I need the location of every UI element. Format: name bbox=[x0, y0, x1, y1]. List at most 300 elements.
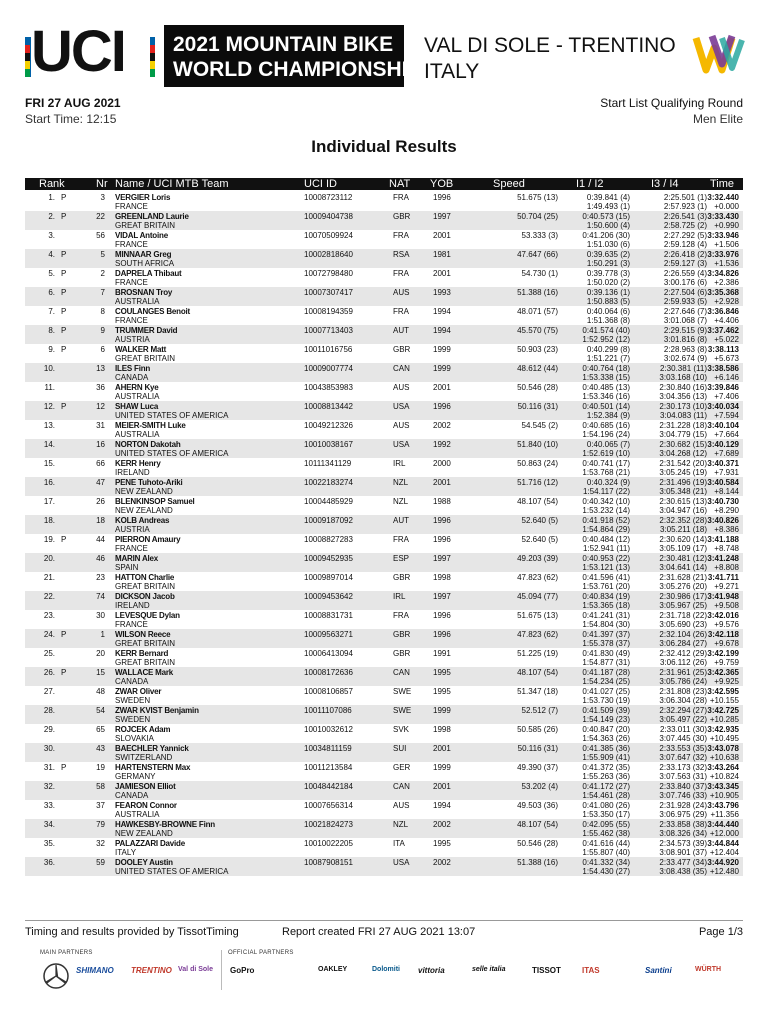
cell-speed: 51.675 (13) bbox=[517, 611, 558, 620]
cell-rider-name: VIDAL Antoine bbox=[115, 231, 168, 240]
table-row bbox=[25, 724, 743, 743]
cell-qualifier: P bbox=[61, 250, 67, 259]
cell-qualifier: P bbox=[61, 535, 67, 544]
cell-speed: 51.716 (12) bbox=[517, 478, 558, 487]
table-row bbox=[25, 667, 743, 686]
cell-yob: 1995 bbox=[433, 687, 451, 696]
cell-nat: AUS bbox=[393, 801, 410, 810]
partner-logo-trentino: TRENTINO bbox=[131, 966, 172, 975]
partner-logo-wurth: WÜRTH bbox=[695, 966, 722, 973]
partner-logo-selleitalia: selle italia bbox=[472, 966, 506, 973]
cell-i1: 0:42.095 (55) bbox=[582, 820, 630, 829]
cell-rider-name: COULANGES Benoit bbox=[115, 307, 191, 316]
cell-i2: 1:55.909 (41) bbox=[582, 753, 630, 762]
cell-i3: 2:30.986 (17) bbox=[659, 592, 707, 601]
cell-speed: 52.512 (7) bbox=[521, 706, 558, 715]
cell-rider-country: FRANCE bbox=[115, 202, 148, 211]
cell-time: 3:42.595 bbox=[707, 687, 739, 696]
cell-time: 3:44.844 bbox=[707, 839, 739, 848]
cell-nat: NZL bbox=[393, 478, 409, 487]
cell-nat: AUS bbox=[393, 383, 410, 392]
cell-uci-id: 10010022205 bbox=[304, 839, 353, 848]
championship-title-line1: 2021 MOUNTAIN BIKE bbox=[173, 33, 394, 56]
cell-gap: +6.146 bbox=[714, 373, 739, 382]
cell-i1: 0:41.332 (34) bbox=[582, 858, 630, 867]
cell-yob: 1996 bbox=[433, 402, 451, 411]
cell-nat: USA bbox=[393, 402, 410, 411]
cell-nat: FRA bbox=[393, 611, 409, 620]
timing-credit: Timing and results provided by TissotTiming bbox=[25, 926, 239, 938]
cell-gap: +9.759 bbox=[714, 658, 739, 667]
cell-rank: 26. bbox=[43, 668, 55, 677]
cell-rider-name: MINNAAR Greg bbox=[115, 250, 172, 259]
cell-rider-country: GREAT BRITAIN bbox=[115, 354, 176, 363]
cell-i2: 1:53.761 (20) bbox=[582, 582, 630, 591]
cell-yob: 2001 bbox=[433, 744, 451, 753]
cell-rider-country: ITALY bbox=[115, 848, 137, 857]
cell-i1: 0:40.685 (16) bbox=[582, 421, 630, 430]
cell-yob: 1994 bbox=[433, 801, 451, 810]
cell-speed: 45.570 (75) bbox=[517, 326, 558, 335]
cell-gap: +8.290 bbox=[714, 506, 739, 515]
venue-country: ITALY bbox=[424, 60, 480, 83]
cell-uci-id: 10009187092 bbox=[304, 516, 353, 525]
cell-bib-number: 79 bbox=[96, 820, 105, 829]
cell-i1: 0:40.065 (7) bbox=[586, 440, 630, 449]
table-row bbox=[25, 496, 743, 515]
cell-i2: 1:50.291 (3) bbox=[586, 259, 630, 268]
cell-gap: +9.271 bbox=[714, 582, 739, 591]
cell-rider-country: CANADA bbox=[115, 677, 149, 686]
cell-qualifier: P bbox=[61, 212, 67, 221]
cell-i1: 0:41.509 (39) bbox=[582, 706, 630, 715]
uci-rainbow-stripes-left bbox=[25, 37, 30, 77]
cell-rank: 6. bbox=[48, 288, 55, 297]
cell-i3: 2:33.477 (34) bbox=[659, 858, 707, 867]
cell-rank: 8. bbox=[48, 326, 55, 335]
cell-time: 3:44.440 bbox=[707, 820, 739, 829]
cell-gap: +7.931 bbox=[714, 468, 739, 477]
cell-i4: 3:05.786 (24) bbox=[659, 677, 707, 686]
cell-bib-number: 26 bbox=[96, 497, 105, 506]
cell-bib-number: 43 bbox=[96, 744, 105, 753]
cell-rider-name: BROSNAN Troy bbox=[115, 288, 173, 297]
cell-uci-id: 10008172636 bbox=[304, 668, 353, 677]
cell-speed: 48.107 (54) bbox=[517, 497, 558, 506]
footer-divider bbox=[25, 920, 743, 921]
cell-rank: 12. bbox=[43, 402, 55, 411]
cell-time: 3:41.711 bbox=[707, 573, 739, 582]
cell-i2: 1:53.768 (21) bbox=[582, 468, 630, 477]
cell-uci-id: 10009404738 bbox=[304, 212, 353, 221]
table-row bbox=[25, 249, 743, 268]
cell-speed: 51.675 (13) bbox=[517, 193, 558, 202]
cell-i3: 2:33.173 (32) bbox=[659, 763, 707, 772]
cell-speed: 52.640 (5) bbox=[521, 516, 558, 525]
cell-i4: 3:05.211 (18) bbox=[660, 525, 707, 534]
cell-rank: 33. bbox=[43, 801, 55, 810]
cell-nat: GBR bbox=[393, 630, 411, 639]
cell-i4: 3:05.276 (20) bbox=[659, 582, 707, 591]
results-table-header bbox=[25, 178, 743, 190]
cell-i1: 0:40.573 (15) bbox=[582, 212, 630, 221]
cell-i1: 0:39.136 (1) bbox=[586, 288, 630, 297]
cell-rank: 30. bbox=[43, 744, 55, 753]
cell-qualifier: P bbox=[61, 193, 67, 202]
cell-i4: 3:05.109 (17) bbox=[659, 544, 707, 553]
cell-yob: 1993 bbox=[433, 288, 451, 297]
cell-rider-country: GREAT BRITAIN bbox=[115, 639, 176, 648]
cell-gap: +1.536 bbox=[714, 259, 739, 268]
cell-yob: 1996 bbox=[433, 630, 451, 639]
cell-speed: 50.116 (31) bbox=[517, 402, 558, 411]
cell-yob: 1991 bbox=[433, 649, 451, 658]
cell-gap: +2.928 bbox=[714, 297, 739, 306]
cell-speed: 47.647 (66) bbox=[517, 250, 558, 259]
cell-i3: 2:34.573 (39) bbox=[659, 839, 707, 848]
cell-uci-id: 10008827283 bbox=[304, 535, 353, 544]
cell-qualifier: P bbox=[61, 668, 67, 677]
cell-uci-id: 10111341129 bbox=[304, 459, 352, 468]
cell-nat: NZL bbox=[393, 820, 409, 829]
cell-rank: 21. bbox=[43, 573, 55, 582]
cell-bib-number: 23 bbox=[96, 573, 105, 582]
cell-rider-country: NEW ZEALAND bbox=[115, 487, 173, 496]
cell-time: 3:41.948 bbox=[707, 592, 739, 601]
cell-uci-id: 10010038167 bbox=[304, 440, 353, 449]
cell-gap: +8.808 bbox=[714, 563, 739, 572]
cell-i2: 1:54.430 (27) bbox=[582, 867, 630, 876]
cell-i1: 0:41.397 (37) bbox=[582, 630, 630, 639]
cell-i2: 1:54.461 (28) bbox=[582, 791, 630, 800]
cell-rank: 34. bbox=[43, 820, 55, 829]
cell-bib-number: 3 bbox=[100, 193, 105, 202]
cell-nat: CAN bbox=[393, 782, 410, 791]
cell-nat: FRA bbox=[393, 231, 409, 240]
cell-i4: 3:05.967 (25) bbox=[659, 601, 707, 610]
cell-qualifier: P bbox=[61, 402, 67, 411]
cell-nat: RSA bbox=[393, 250, 410, 259]
cell-rank: 2. bbox=[48, 212, 55, 221]
cell-bib-number: 1 bbox=[100, 630, 105, 639]
cell-i2: 1:49.493 (1) bbox=[586, 202, 630, 211]
cell-i4: 3:07.746 (33) bbox=[659, 791, 707, 800]
cell-rider-country: UNITED STATES OF AMERICA bbox=[115, 867, 229, 876]
cell-gap: +8.144 bbox=[714, 487, 739, 496]
cell-uci-id: 10072798480 bbox=[304, 269, 353, 278]
cell-time: 3:37.462 bbox=[707, 326, 739, 335]
race-date: FRI 27 AUG 2021 bbox=[25, 96, 121, 110]
cell-i2: 1:52.941 (11) bbox=[583, 544, 630, 553]
col-rank: Rank bbox=[39, 178, 65, 190]
cell-i1: 0:39.778 (3) bbox=[586, 269, 630, 278]
cell-yob: 1999 bbox=[433, 763, 451, 772]
cell-rank: 3. bbox=[48, 231, 55, 240]
cell-yob: 1995 bbox=[433, 668, 451, 677]
cell-gap: +10.905 bbox=[709, 791, 739, 800]
cell-i3: 2:28.963 (8) bbox=[663, 345, 707, 354]
cell-i2: 1:51.030 (6) bbox=[586, 240, 630, 249]
partner-logo-santini: Santini bbox=[645, 966, 672, 975]
cell-rider-country: FRANCE bbox=[115, 316, 148, 325]
cell-bib-number: 16 bbox=[96, 440, 105, 449]
cell-i2: 1:53.730 (19) bbox=[582, 696, 630, 705]
cell-uci-id: 10034811159 bbox=[304, 744, 352, 753]
cell-rider-country: IRELAND bbox=[115, 468, 150, 477]
cell-rider-country: SLOVAKIA bbox=[115, 734, 154, 743]
cell-i2: 1:51.221 (7) bbox=[586, 354, 630, 363]
cell-i1: 0:40.299 (8) bbox=[586, 345, 630, 354]
cell-uci-id: 10009453642 bbox=[304, 592, 353, 601]
cell-bib-number: 22 bbox=[96, 212, 105, 221]
cell-rank: 29. bbox=[43, 725, 55, 734]
col-i3-i4: I3 / I4 bbox=[651, 178, 679, 190]
cell-rider-name: KERR Henry bbox=[115, 459, 161, 468]
cell-uci-id: 10011016756 bbox=[304, 345, 353, 354]
cell-i4: 3:05.690 (23) bbox=[659, 620, 707, 629]
cell-rider-country: AUSTRALIA bbox=[115, 392, 160, 401]
table-row bbox=[25, 192, 743, 211]
cell-i4: 3:06.284 (27) bbox=[659, 639, 707, 648]
table-row bbox=[25, 382, 743, 401]
cell-nat: GBR bbox=[393, 573, 411, 582]
cell-i3: 2:29.515 (9) bbox=[663, 326, 707, 335]
cell-rank: 18. bbox=[43, 516, 55, 525]
cell-gap: +7.664 bbox=[714, 430, 739, 439]
cell-rank: 36. bbox=[43, 858, 55, 867]
cell-i3: 2:27.504 (6) bbox=[663, 288, 707, 297]
cell-i1: 0:41.372 (35) bbox=[582, 763, 630, 772]
cell-rider-country: IRELAND bbox=[115, 601, 150, 610]
cell-i3: 2:31.961 (25) bbox=[659, 668, 707, 677]
cell-i4: 3:04.947 (16) bbox=[659, 506, 707, 515]
cell-speed: 51.388 (16) bbox=[517, 288, 558, 297]
cell-rider-name: HATTON Charlie bbox=[115, 573, 175, 582]
table-row bbox=[25, 477, 743, 496]
cell-speed: 49.203 (39) bbox=[517, 554, 558, 563]
cell-rank: 4. bbox=[48, 250, 55, 259]
cell-i1: 0:40.834 (19) bbox=[582, 592, 630, 601]
cell-speed: 51.840 (10) bbox=[517, 440, 558, 449]
cell-i2: 1:54.864 (29) bbox=[582, 525, 630, 534]
cell-speed: 49.390 (37) bbox=[517, 763, 558, 772]
cell-bib-number: 65 bbox=[96, 725, 105, 734]
cell-speed: 51.225 (19) bbox=[517, 649, 558, 658]
cell-i2: 1:53.350 (17) bbox=[582, 810, 630, 819]
cell-yob: 1996 bbox=[433, 611, 451, 620]
cell-speed: 50.903 (23) bbox=[517, 345, 558, 354]
cell-yob: 1998 bbox=[433, 725, 451, 734]
cell-i2: 1:55.807 (40) bbox=[582, 848, 630, 857]
page-title: Individual Results bbox=[311, 137, 457, 156]
cell-rider-name: ILES Finn bbox=[115, 364, 151, 373]
cell-i2: 1:54.196 (24) bbox=[582, 430, 630, 439]
cell-i2: 1:54.804 (30) bbox=[582, 620, 630, 629]
cell-bib-number: 46 bbox=[96, 554, 105, 563]
cell-rider-country: SWEDEN bbox=[115, 696, 151, 705]
cell-yob: 2002 bbox=[433, 421, 451, 430]
cell-i4: 3:05.245 (19) bbox=[659, 468, 707, 477]
cell-i1: 0:40.953 (22) bbox=[582, 554, 630, 563]
cell-i2: 1:50.883 (5) bbox=[586, 297, 630, 306]
cell-i3: 2:30.620 (14) bbox=[659, 535, 707, 544]
cell-uci-id: 10007656314 bbox=[304, 801, 353, 810]
cell-rank: 22. bbox=[43, 592, 55, 601]
cell-i3: 2:26.559 (4) bbox=[663, 269, 707, 278]
table-row bbox=[25, 420, 743, 439]
col-speed: Speed bbox=[493, 178, 525, 190]
cell-i3: 2:31.718 (22) bbox=[659, 611, 707, 620]
cell-rank: 19. bbox=[43, 535, 55, 544]
cell-i3: 2:31.228 (18) bbox=[659, 421, 707, 430]
cell-i4: 3:07.647 (32) bbox=[659, 753, 707, 762]
cell-i4: 3:04.356 (13) bbox=[659, 392, 707, 401]
championship-banner bbox=[164, 25, 436, 87]
cell-rider-name: PENE Tuhoto-Ariki bbox=[115, 478, 183, 487]
cell-uci-id: 10049212326 bbox=[304, 421, 353, 430]
cell-rank: 7. bbox=[48, 307, 55, 316]
cell-rider-country: SOUTH AFRICA bbox=[115, 259, 175, 268]
cell-yob: 2001 bbox=[433, 383, 451, 392]
cell-rider-country: CANADA bbox=[115, 791, 149, 800]
cell-i1: 0:40.484 (12) bbox=[582, 535, 630, 544]
cell-uci-id: 10011107086 bbox=[304, 706, 352, 715]
cell-uci-id: 10010032612 bbox=[304, 725, 353, 734]
cell-qualifier: P bbox=[61, 345, 67, 354]
cell-qualifier: P bbox=[61, 288, 67, 297]
cell-speed: 50.546 (28) bbox=[517, 383, 558, 392]
cell-rank: 28. bbox=[43, 706, 55, 715]
cell-nat: ITA bbox=[393, 839, 405, 848]
cell-rider-country: SWITZERLAND bbox=[115, 753, 173, 762]
cell-i1: 0:41.616 (44) bbox=[582, 839, 630, 848]
cell-i4: 3:04.083 (11) bbox=[660, 411, 707, 420]
cell-i4: 3:07.445 (30) bbox=[659, 734, 707, 743]
cell-speed: 50.546 (28) bbox=[517, 839, 558, 848]
cell-nat: AUS bbox=[393, 421, 410, 430]
cell-rider-country: AUSTRIA bbox=[115, 525, 150, 534]
cell-time: 3:43.796 bbox=[707, 801, 739, 810]
cell-nat: GBR bbox=[393, 212, 411, 221]
cell-qualifier: P bbox=[61, 307, 67, 316]
cell-i2: 1:55.263 (36) bbox=[582, 772, 630, 781]
cell-yob: 1996 bbox=[433, 516, 451, 525]
cell-nat: AUT bbox=[393, 326, 409, 335]
cell-i2: 1:52.952 (12) bbox=[582, 335, 630, 344]
cell-rank: 20. bbox=[43, 554, 55, 563]
cell-i3: 2:32.294 (27) bbox=[659, 706, 707, 715]
val-di-sole-logo-icon bbox=[692, 30, 746, 80]
cell-gap: +7.406 bbox=[714, 392, 739, 401]
cell-rider-name: DICKSON Jacob bbox=[115, 592, 175, 601]
cell-gap: +10.638 bbox=[709, 753, 739, 762]
table-row bbox=[25, 705, 743, 724]
cell-yob: 1995 bbox=[433, 839, 451, 848]
cell-time: 3:42.199 bbox=[707, 649, 739, 658]
cell-nat: SVK bbox=[393, 725, 410, 734]
cell-rider-name: PIERRON Amaury bbox=[115, 535, 181, 544]
cell-i4: 3:06.975 (29) bbox=[659, 810, 707, 819]
cell-yob: 1994 bbox=[433, 307, 451, 316]
cell-time: 3:36.846 bbox=[707, 307, 739, 316]
cell-rider-country: GERMANY bbox=[115, 772, 156, 781]
cell-nat: IRL bbox=[393, 459, 406, 468]
cell-i2: 1:52.619 (10) bbox=[582, 449, 630, 458]
cell-uci-id: 10007713403 bbox=[304, 326, 353, 335]
cell-gap: +12.000 bbox=[709, 829, 739, 838]
table-row bbox=[25, 591, 743, 610]
cell-i4: 3:05.497 (22) bbox=[659, 715, 707, 724]
cell-rider-country: AUSTRALIA bbox=[115, 810, 160, 819]
cell-gap: +0.000 bbox=[714, 202, 739, 211]
cell-rider-name: WALLACE Mark bbox=[115, 668, 174, 677]
cell-bib-number: 6 bbox=[100, 345, 105, 354]
cell-yob: 1998 bbox=[433, 573, 451, 582]
cell-i3: 2:26.541 (3) bbox=[663, 212, 707, 221]
cell-gap: +8.748 bbox=[714, 544, 739, 553]
partner-logo-dolomiti: Dolomiti bbox=[372, 966, 400, 973]
cell-yob: 1996 bbox=[433, 535, 451, 544]
cell-i3: 2:31.928 (24) bbox=[659, 801, 707, 810]
cell-rider-name: MEIER-SMITH Luke bbox=[115, 421, 186, 430]
cell-time: 3:32.440 bbox=[707, 193, 739, 202]
cell-rank: 15. bbox=[43, 459, 55, 468]
cell-i1: 0:41.027 (25) bbox=[582, 687, 630, 696]
cell-rider-name: DOOLEY Austin bbox=[115, 858, 173, 867]
cell-bib-number: 20 bbox=[96, 649, 105, 658]
cell-speed: 48.071 (57) bbox=[517, 307, 558, 316]
cell-rider-name: AHERN Kye bbox=[115, 383, 159, 392]
cell-nat: AUT bbox=[393, 516, 409, 525]
cell-rider-country: AUSTRIA bbox=[115, 335, 150, 344]
cell-rider-name: TRUMMER David bbox=[115, 326, 178, 335]
cell-rank: 35. bbox=[43, 839, 55, 848]
cell-gap: +11.356 bbox=[710, 810, 739, 819]
partner-logo-itas: ITAS bbox=[582, 966, 600, 975]
cell-time: 3:38.586 bbox=[707, 364, 739, 373]
page-header bbox=[0, 0, 768, 92]
cell-nat: ESP bbox=[393, 554, 410, 563]
cell-i4: 3:04.268 (12) bbox=[659, 449, 707, 458]
cell-rider-country: GREAT BRITAIN bbox=[115, 582, 176, 591]
cell-rank: 1. bbox=[48, 193, 55, 202]
cell-i4: 3:07.563 (31) bbox=[659, 772, 707, 781]
cell-i4: 2:57.923 (1) bbox=[663, 202, 707, 211]
cell-bib-number: 12 bbox=[96, 402, 105, 411]
cell-bib-number: 7 bbox=[100, 288, 105, 297]
cell-speed: 47.823 (62) bbox=[517, 573, 558, 582]
cell-qualifier: P bbox=[61, 630, 67, 639]
cell-i2: 1:50.020 (2) bbox=[586, 278, 630, 287]
cell-time: 3:33.946 bbox=[707, 231, 739, 240]
cell-nat: FRA bbox=[393, 269, 409, 278]
cell-i4: 3:05.348 (21) bbox=[659, 487, 707, 496]
cell-time: 3:44.920 bbox=[707, 858, 739, 867]
cell-nat: SUI bbox=[393, 744, 407, 753]
cell-qualifier: P bbox=[61, 269, 67, 278]
table-row bbox=[25, 211, 743, 230]
cell-nat: IRL bbox=[393, 592, 406, 601]
cell-time: 3:43.264 bbox=[707, 763, 739, 772]
cell-bib-number: 32 bbox=[96, 839, 105, 848]
cell-speed: 48.612 (44) bbox=[517, 364, 558, 373]
cell-bib-number: 48 bbox=[96, 687, 105, 696]
table-row bbox=[25, 800, 743, 819]
cell-i3: 2:30.173 (10) bbox=[659, 402, 707, 411]
cell-i1: 0:40.764 (18) bbox=[582, 364, 630, 373]
cell-rider-name: HAWKESBY-BROWNE Finn bbox=[115, 820, 215, 829]
col-uci-id: UCI ID bbox=[304, 178, 337, 190]
